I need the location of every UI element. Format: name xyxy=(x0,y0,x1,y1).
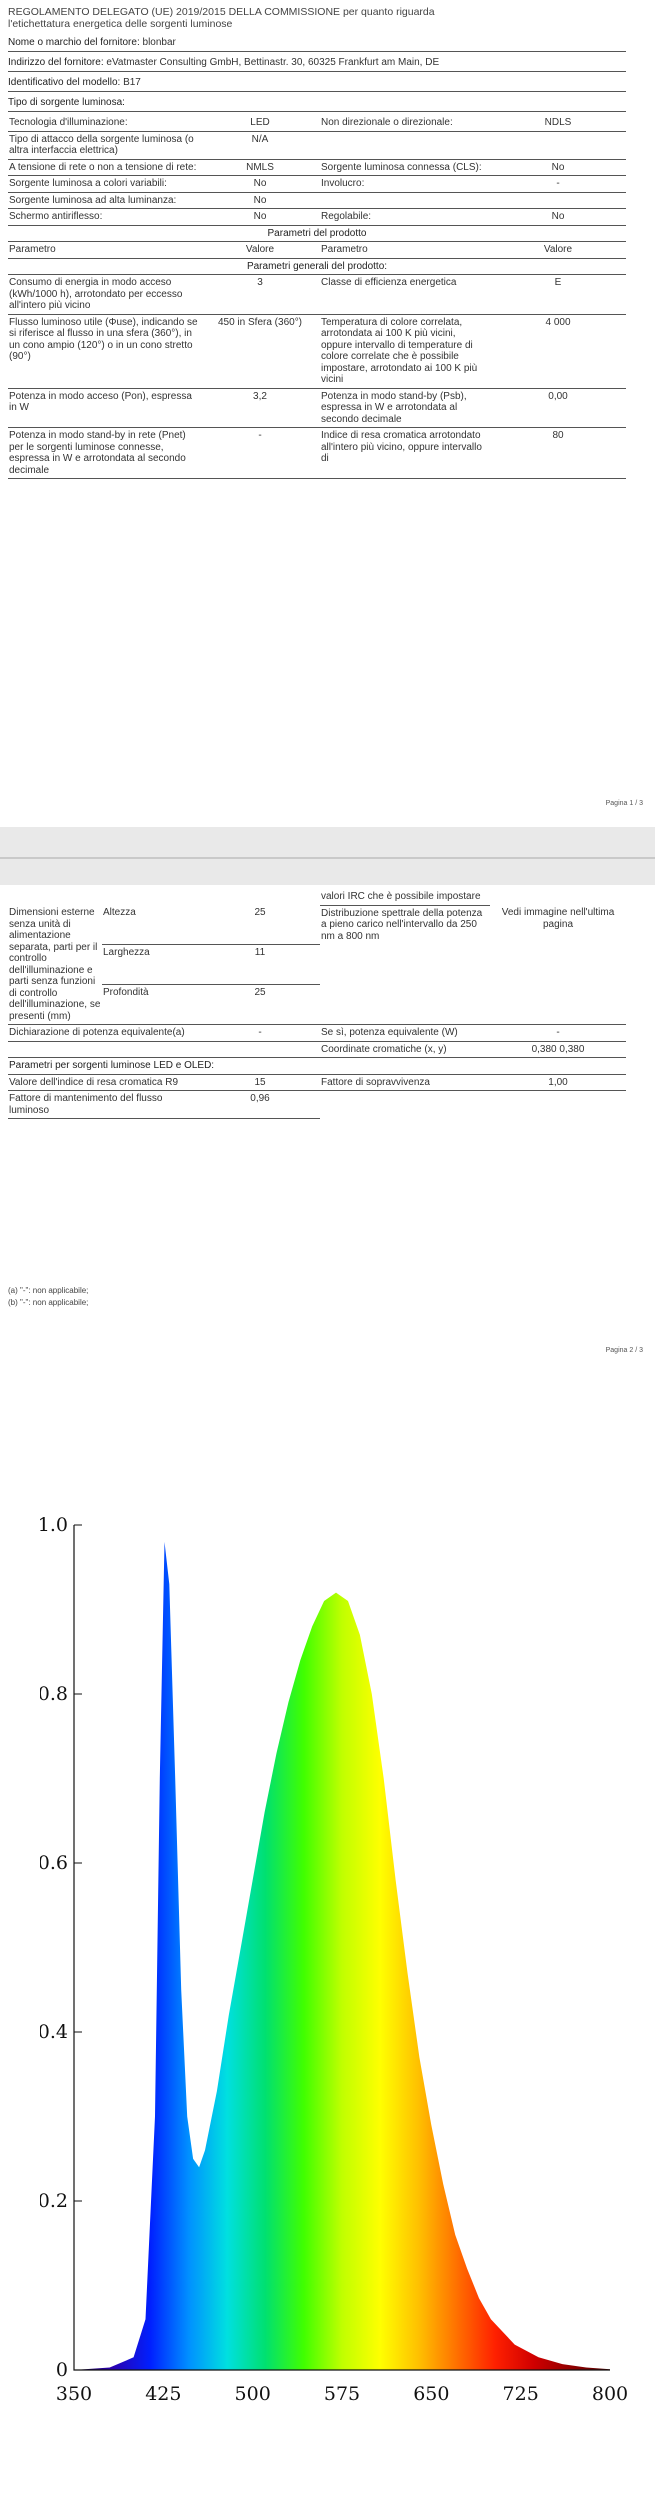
cell: - xyxy=(490,1025,626,1042)
table-row xyxy=(8,192,626,209)
col-value: Valore xyxy=(490,242,626,259)
cell xyxy=(200,1041,320,1058)
cell: 450 in Sfera (360°) xyxy=(200,314,320,388)
cell: E xyxy=(490,275,626,315)
cell: 3,2 xyxy=(200,388,320,428)
height-label: Altezza xyxy=(102,905,200,944)
col-param: Parametro xyxy=(8,242,200,259)
light-source-type-table xyxy=(8,115,626,479)
spectral-distribution-chart xyxy=(40,1430,630,2440)
x-tick-label: 425 xyxy=(145,2383,182,2405)
depth-value: 25 xyxy=(200,984,320,1024)
table-row xyxy=(8,388,626,428)
table-row xyxy=(8,275,626,315)
cell: A tensione di rete o non a tensione di rete: xyxy=(8,159,200,176)
cell: Non direzionale o direzionale: xyxy=(320,115,490,131)
table-row xyxy=(8,428,626,479)
document-title xyxy=(8,6,648,30)
cell: - xyxy=(490,176,626,193)
cell: Involucro: xyxy=(320,176,490,193)
cell: Potenza in modo stand-by (Psb), espressa in W e arrotondata al secondo decimale xyxy=(320,388,490,428)
cell: No xyxy=(200,209,320,226)
general-title: Parametri generali del prodotto: xyxy=(8,258,626,275)
cell: No xyxy=(200,176,320,193)
cell: Classe di efficienza energetica xyxy=(320,275,490,315)
table-row xyxy=(8,115,626,131)
title-line-2: l'etichettatura energetica delle sorgenti luminose xyxy=(8,18,233,30)
x-tick-label: 650 xyxy=(413,2383,450,2405)
cell: Potenza in modo stand-by in rete (Pnet) per le sorgenti luminose connesse, espressa in W e arrotondata al secondo decimale xyxy=(8,428,200,479)
cell: 80 xyxy=(490,428,626,479)
cell: Temperatura di colore correlata, arrotondata ai 100 K più vicini, oppure intervallo di temperature di colore correlate che è possibile impostare, arrotondato ai 100 K più vicini xyxy=(320,314,490,388)
led-title-row xyxy=(8,1058,626,1075)
table-row xyxy=(8,889,626,905)
section-title-row xyxy=(8,225,626,242)
cell: Coordinate cromatiche (x, y) xyxy=(320,1041,490,1058)
cell: 1,00 xyxy=(490,1074,626,1091)
cell: Potenza in modo acceso (Pon), espressa in W xyxy=(8,388,200,428)
y-tick-label: 1.0 xyxy=(40,1514,68,1536)
cell: Se sì, potenza equivalente (W) xyxy=(320,1025,490,1042)
table-row xyxy=(8,1041,626,1058)
footnote-b: (b) "-": non applicabile; xyxy=(8,1298,89,1307)
cell: Schermo antiriflesso: xyxy=(8,209,200,226)
y-tick-label: 0.2 xyxy=(40,2190,68,2212)
cell: 0,96 xyxy=(200,1091,320,1119)
cell: Indice di resa cromatica arrotondato all'intero più vicino, oppure intervallo di xyxy=(320,428,490,479)
title-line-1: REGOLAMENTO DELEGATO (UE) 2019/2015 DELLA COMMISSIONE per quanto riguarda xyxy=(8,6,435,18)
table-row xyxy=(8,176,626,193)
cell: - xyxy=(200,428,320,479)
model-value: B17 xyxy=(123,77,141,88)
cell: Consumo di energia in modo acceso (kWh/1000 h), arrotondato per eccesso all'intero più vicino xyxy=(8,275,200,315)
page-2 xyxy=(0,885,655,1415)
col-param: Parametro xyxy=(320,242,490,259)
page-separator xyxy=(0,827,655,885)
model-label: Identificativo del modello: xyxy=(8,77,121,88)
general-title-row xyxy=(8,258,626,275)
cell: No xyxy=(200,192,320,209)
model-row xyxy=(8,75,626,92)
cell xyxy=(320,131,490,159)
footnote-a: (a) "-": non applicabile; xyxy=(8,1286,89,1295)
table-row xyxy=(8,1091,626,1119)
supplier-address-row xyxy=(8,55,626,72)
distribution-label: Distribuzione spettrale della potenza a pieno carico nell'intervallo da 250 nm a 800 nm xyxy=(320,905,490,1025)
table-row xyxy=(8,1074,626,1091)
cell xyxy=(490,131,626,159)
supplier-address-label: Indirizzo del fornitore: xyxy=(8,57,104,68)
cell xyxy=(320,192,490,209)
cell: valori IRC che è possibile impostare xyxy=(320,889,490,905)
x-tick-label: 575 xyxy=(323,2383,361,2405)
table-row xyxy=(8,209,626,226)
cell: Fattore di sopravvivenza xyxy=(320,1074,490,1091)
table-row xyxy=(8,159,626,176)
supplier-name-label: Nome o marchio del fornitore: xyxy=(8,37,140,48)
cell xyxy=(8,1041,200,1058)
cell: 3 xyxy=(200,275,320,315)
cell: Tipo di attacco della sorgente luminosa (o altra interfaccia elettrica) xyxy=(8,131,200,159)
supplier-name-row xyxy=(8,35,626,52)
cell: 15 xyxy=(200,1074,320,1091)
cell: 0,00 xyxy=(490,388,626,428)
x-tick-label: 725 xyxy=(502,2383,539,2405)
cell: Fattore di mantenimento del flusso luminoso xyxy=(8,1091,200,1119)
table-row xyxy=(8,131,626,159)
section-title: Parametri del prodotto xyxy=(8,225,626,242)
type-title: Tipo di sorgente luminosa: xyxy=(8,97,125,108)
y-tick-label: 0.6 xyxy=(40,1852,68,1874)
cell: LED xyxy=(200,115,320,131)
cell: - xyxy=(200,1025,320,1042)
spectrum-area xyxy=(74,1542,610,2370)
cell: Valore dell'indice di resa cromatica R9 xyxy=(8,1074,200,1091)
x-tick-label: 800 xyxy=(591,2383,629,2405)
cell: Sorgente luminosa ad alta luminanza: xyxy=(8,192,200,209)
cell xyxy=(490,192,626,209)
depth-label: Profondità xyxy=(102,984,200,1024)
supplier-address-value: eVatmaster Consulting GmbH, Bettinastr. 30, 60325 Frankfurt am Main, DE xyxy=(106,57,440,68)
cell: Flusso luminoso utile (Φuse), indicando se si riferisce al flusso in una sfera (360°), in un cono ampio (120°) o in un cono stretto (90°) xyxy=(8,314,200,388)
page-1 xyxy=(0,0,655,827)
cell: Dichiarazione di potenza equivalente(a) xyxy=(8,1025,200,1042)
height-value: 25 xyxy=(200,905,320,944)
y-tick-label: 0.4 xyxy=(40,2021,68,2043)
table-row xyxy=(8,314,626,388)
cell: Regolabile: xyxy=(320,209,490,226)
cell: 4 000 xyxy=(490,314,626,388)
column-header-row xyxy=(8,242,626,259)
cell: N/A xyxy=(200,131,320,159)
cell: Sorgente luminosa connessa (CLS): xyxy=(320,159,490,176)
page-number: Pagina 1 / 3 xyxy=(605,800,643,807)
cell: NMLS xyxy=(200,159,320,176)
cell: Tecnologia d'illuminazione: xyxy=(8,115,200,131)
cell: 0,380 0,380 xyxy=(490,1041,626,1058)
chart-svg xyxy=(40,1430,630,2440)
width-label: Larghezza xyxy=(102,944,200,984)
col-value: Valore xyxy=(200,242,320,259)
supplier-name-value: blonbar xyxy=(142,37,176,48)
cell: Sorgente luminosa a colori variabili: xyxy=(8,176,200,193)
x-tick-label: 350 xyxy=(55,2383,93,2405)
x-tick-label: 500 xyxy=(234,2383,271,2405)
distribution-value: Vedi immagine nell'ultima pagina xyxy=(490,905,626,1025)
led-title: Parametri per sorgenti luminose LED e OLED: xyxy=(8,1058,626,1075)
table-row xyxy=(8,905,626,944)
cell: No xyxy=(490,209,626,226)
y-tick-label: 0.8 xyxy=(40,1683,68,1705)
cell: NDLS xyxy=(490,115,626,131)
table-row xyxy=(8,1025,626,1042)
cell: No xyxy=(490,159,626,176)
dimensions-label: Dimensioni esterne senza unità di alimentazione separata, parti per il controllo dell'illuminazione e parti senza funzioni di controllo dell'illuminazione, se presenti (mm) xyxy=(8,905,102,1025)
type-title-row xyxy=(8,95,626,112)
page-number: Pagina 2 / 3 xyxy=(605,1347,643,1354)
width-value: 11 xyxy=(200,944,320,984)
dimensions-table xyxy=(8,889,626,1119)
y-tick-label: 0 xyxy=(55,2359,68,2381)
